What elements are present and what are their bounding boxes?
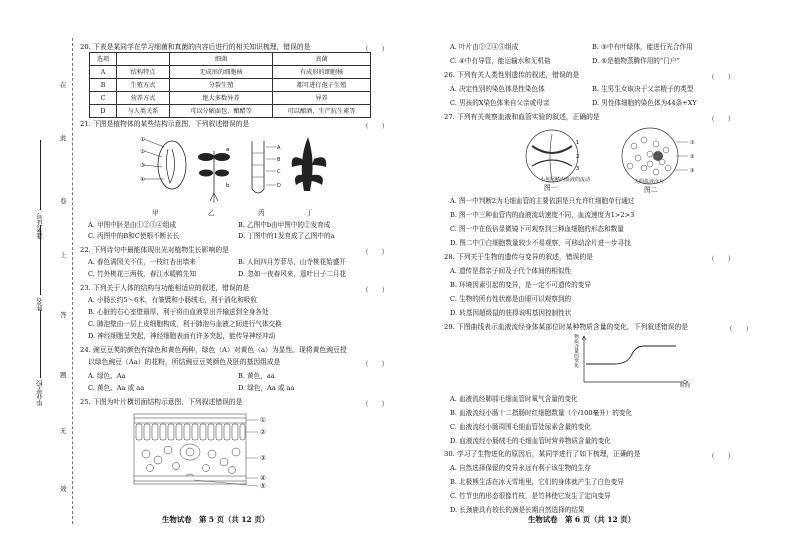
page-footer-left: 生物试卷 第 5 页（共 12 页） (162, 515, 270, 524)
exam-number-line (40, 140, 41, 210)
binding-char: 此 (60, 134, 67, 142)
q21-option-a[interactable]: A. 甲图中胚是由①②③④组成 (88, 221, 177, 229)
svg-text:④: ④ (140, 177, 145, 183)
table-cell: 有成形的细胞核 (273, 66, 371, 79)
q23-option-a[interactable]: A. 小肠长约5～6米，有皱襞和小肠绒毛，利于消化和吸收 (88, 296, 257, 304)
table-cell: 真菌 (273, 53, 371, 66)
q30-stem: 30. 学习了生物进化的原因后，某同学进行了如下梳理，正确的是 (444, 450, 641, 458)
svg-text:B: B (277, 157, 281, 163)
q22-option-c[interactable]: C. 竹外桃花三两枝，春江水暖鸭先知 (88, 270, 196, 278)
q23-stem: 23. 下列关于人体的结构与功能相适应的叙述，错误的是 (80, 284, 250, 292)
binding-char: 上 (60, 251, 67, 259)
q21-option-d[interactable]: D. 丁图中的1发育成了乙图中的a (238, 232, 335, 240)
fig-label-bing: 丙 (258, 209, 265, 217)
fig2-label: 图二 (644, 186, 658, 194)
leaf-label-1: ① (260, 416, 266, 424)
q26-option-d[interactable]: D. 男性体细胞的染色体为44条+XY (592, 99, 697, 107)
table-cell: 无成形的细胞核 (170, 66, 273, 79)
q29-option-c[interactable]: C. 血液流经小肠周围毛细血管处尿素含量的变化 (450, 423, 591, 431)
q30-option-c[interactable]: C. 竹节虫的形态很像竹枝，是竹林使它发生了定向变异 (450, 492, 611, 500)
answer-paren: （ ） (362, 400, 389, 408)
binding-char: 无 (60, 427, 67, 435)
name-label: 姓名 (36, 298, 44, 311)
q27-option-d[interactable]: D. 图二中①白细胞数量较少不易观察，可移动涂片进一步寻找 (450, 239, 631, 247)
leaf-label-2: ② (260, 428, 266, 436)
exam-number-label: 准考证号 (36, 213, 44, 239)
answer-paren: （ ） (362, 286, 389, 294)
q24-option-d[interactable]: D. 绿色，Aa 或 aa (238, 384, 295, 392)
q22-option-a[interactable]: A. 春色满园关不住，一枝红杏出墙来 (88, 258, 196, 266)
binding-dashed-line (72, 38, 73, 524)
answer-paren: （ ） (362, 45, 389, 53)
table-cell: 可以分解面包、酿醋等 (170, 105, 273, 118)
answer-paren: （ ） (708, 73, 735, 81)
leaf-label-5: ⑤ (260, 482, 266, 490)
table-cell: 细菌 (170, 53, 273, 66)
q26-stem: 26. 下列有关人类性别遗传的叙述，错误的是 (444, 71, 580, 79)
q25-option-a[interactable]: A. 叶片由①②④⑤组成 (450, 43, 519, 51)
q26-option-b[interactable]: B. 生男生女取决于父亲精子的类型 (592, 85, 694, 93)
svg-text:③: ③ (140, 163, 145, 169)
plant-structure-figure (140, 131, 330, 209)
q21-option-c[interactable]: C. 丙图中的B和C使根不断长长 (88, 232, 180, 240)
binding-char: 效 (60, 485, 67, 493)
table-cell: 异养 (273, 92, 371, 105)
table-cell: 绝大多数异养 (170, 92, 273, 105)
q24-option-b[interactable]: B. 黄色，aa (238, 372, 275, 380)
q29-option-d[interactable]: D. 血液流经小肠绒毛的毛细血管时营养物质含量的变化 (450, 437, 611, 445)
q28-option-a[interactable]: A. 遗传是指亲子间及子代个体间的相似性 (450, 267, 572, 275)
fig2-caption: 人的血液涂片 (634, 179, 665, 185)
q27-option-a[interactable]: A. 图一中判断2为毛细血管的主要依据是只允许红细胞单行通过 (450, 197, 635, 205)
table-row (90, 92, 371, 105)
q30-option-d[interactable]: D. 长颈鹿具有较长的颈是长期自然选择的结果 (450, 506, 585, 514)
answer-paren: （ ） (708, 255, 735, 263)
svg-text:②: ② (140, 149, 145, 155)
leaf-label-4: ④ (260, 474, 266, 482)
table-cell: A (90, 66, 117, 79)
q22-option-b[interactable]: B. 人间四月芳菲尽，山寺桃花始盛开 (238, 258, 346, 266)
q20-stem: 20. 下表是某同学在学习细菌和真菌的内容后进行的相关知识梳理，错误的是 (80, 43, 311, 51)
answer-paren: （ ） (362, 360, 389, 368)
answer-paren: （ ） (362, 122, 389, 130)
substance-curve-chart (572, 332, 692, 392)
binding-char: 答 (60, 311, 67, 319)
q27-option-b[interactable]: B. 图一中三种血管内的血液流动速度不同，血流速度为1>2>3 (450, 211, 635, 219)
table-cell: 分裂生殖 (170, 79, 273, 92)
name-line (40, 225, 41, 295)
answer-paren: （ ） (708, 115, 735, 123)
q28-option-c[interactable]: C. 生物的所有性状都是由眼可以观察到的 (450, 295, 572, 303)
school-line (40, 310, 41, 378)
table-cell: B (90, 79, 117, 92)
q24-option-a[interactable]: A. 绿色、Aa (88, 372, 126, 380)
q29-stem: 29. 下图曲线表示血液流经身体某部位时某种物质含量的变化，下列叙述错误的是 (444, 323, 689, 331)
table-row (90, 105, 371, 118)
svg-text:D: D (277, 183, 281, 189)
q24-option-c[interactable]: C. 黄色、Aa 或 aa (88, 384, 145, 392)
fig-label-jia: 甲 (152, 209, 159, 217)
chart-y-label: 物质含量的变化 (573, 334, 578, 368)
svg-text:b: b (226, 183, 230, 189)
chart-x-label: 时间 (680, 383, 691, 389)
svg-text:③: ③ (690, 168, 695, 174)
q26-option-a[interactable]: A. 决定性别的染色体是性染色体 (450, 85, 545, 93)
svg-text:①: ① (140, 137, 145, 143)
svg-text:A: A (277, 145, 281, 151)
table-cell: C (90, 92, 117, 105)
q23-option-d[interactable]: D. 神经细胞呈突起，神经细胞表面有许多突起，能传导神经冲动 (88, 332, 276, 340)
svg-text:C: C (277, 169, 281, 175)
q30-option-a[interactable]: A. 自然选择保留的变异永远有利于该生物的生存 (450, 464, 591, 472)
answer-paren: （ ） (726, 325, 753, 333)
q28-option-d[interactable]: D. 转基因超级鼠的获得说明基因控制性状 (450, 309, 572, 317)
fig-label-ding: 丁 (306, 209, 313, 217)
table-cell: 选项 (90, 53, 117, 66)
q29-option-a[interactable]: A. 血液流经肺部毛细血管时氧气含量的变化 (450, 395, 578, 403)
q25-option-c[interactable]: C. ④中有导管，能运输水和无机盐 (450, 57, 551, 65)
q28-option-b[interactable]: B. 环境因素引起的变异，是一定不可遗传的变异 (450, 281, 591, 289)
q28-stem: 28. 下列关于生物的遗传与变异的叙述，错误的是 (444, 253, 593, 261)
svg-text:3: 3 (576, 166, 580, 172)
q25-stem: 25. 下图为叶片横切面结构示意图，下列叙述错误的是 (80, 398, 243, 406)
svg-text:②: ② (690, 154, 695, 160)
q21-stem: 21. 下图是植物体的某些结构示意图，下列叙述错误的是 (80, 120, 250, 128)
table-cell: D (90, 105, 117, 118)
svg-text:a: a (226, 147, 230, 153)
svg-text:1: 1 (576, 140, 580, 146)
fig1-label: 图一 (544, 184, 558, 192)
q26-option-c[interactable]: C. 男孩的X染色体来自父亲或母亲 (450, 99, 550, 107)
table-row (90, 66, 371, 79)
leaf-label-3: ③ (260, 454, 266, 462)
q23-option-c[interactable]: C. 肺泡壁由一层上皮细胞构成，利于肺泡与血液之间进行气体交换 (88, 320, 282, 328)
page-footer-right: 生物试卷 第 6 页（共 12 页） (528, 515, 636, 524)
table-row (90, 79, 371, 92)
table-header (90, 53, 371, 66)
table-cell: 与人类关系 (117, 105, 170, 118)
svg-text:①: ① (690, 140, 695, 146)
svg-text:2: 2 (576, 154, 580, 160)
q25-option-b[interactable]: B. ③中有叶绿体，能进行光合作用 (592, 43, 693, 51)
answer-paren: （ ） (708, 452, 735, 460)
q22-option-d[interactable]: D. 忽如一夜春风来，遥叶日子二月花 (238, 270, 347, 278)
q21-option-b[interactable]: B. 乙图中b由甲图中的②发育成 (238, 221, 331, 229)
answer-paren: （ ） (362, 248, 389, 256)
q29-option-b[interactable]: B. 血液流经小肠十二指肠时红细胞数量（个/100毫升）的变化 (450, 409, 633, 417)
q27-stem: 27. 下列有关观察血液和血管实验的叙述，正确的是 (444, 113, 600, 121)
binding-char: 题 (60, 371, 67, 379)
table-cell: 结构特点 (117, 66, 170, 79)
table-cell: 营养方式 (117, 92, 170, 105)
table-cell: 生殖方式 (117, 79, 170, 92)
table-cell (117, 53, 170, 66)
q24-stem: 24. 豌豆豆荚的颜色有绿色和黄色两种，绿色（A）对黄色（a）为显性。现将黄色豌豆授 (80, 346, 347, 354)
q24-stem-line2: 以绿色豌豆（Aa）的花粉，所结豌豆豆荚颜色及胚的基因组成是 (88, 358, 281, 366)
q25-option-d[interactable]: D. ⑤是植物蒸腾作用的“门户” (592, 57, 680, 65)
binding-char: 在 (60, 81, 67, 89)
fig1-caption: 小鱼尾鳍内血液的流动 (540, 177, 591, 183)
binding-char: 卷 (60, 197, 67, 205)
fig-label-yi: 乙 (208, 209, 215, 217)
q23-option-b[interactable]: B. 心脏的右心室壁最厚，利于将由血液泵出并输送到全身各处 (88, 308, 269, 316)
school-label: 毕业学校 (36, 380, 44, 406)
q22-stem: 22. 下列诗句中最能体现出光对植物生长影响的是 (80, 246, 229, 254)
q30-option-b[interactable]: B. 北极熊生活在冰天雪地里，它们的身体就产生了白色变异 (450, 478, 624, 486)
knowledge-table (89, 52, 371, 118)
table-cell: 都可进行孢子生殖 (273, 79, 371, 92)
table-cell: 可以酿酒、生产抗生素等 (273, 105, 371, 118)
q27-option-c[interactable]: C. 图一中在低倍显微镜下可观察到三种血细胞的形态和数量 (450, 225, 624, 233)
